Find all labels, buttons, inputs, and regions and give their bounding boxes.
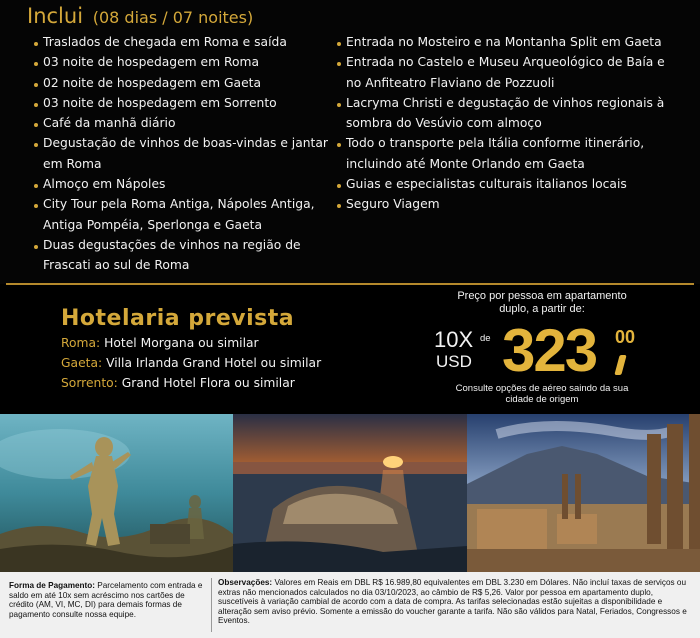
hotel-name: Hotel Morgana ou similar (104, 336, 259, 350)
payment-info (9, 581, 207, 619)
hotelaria-title: Hotelaria prevista (61, 306, 295, 331)
list-item: Seguro Viagem (337, 194, 667, 214)
hotel-item-roma (61, 336, 259, 350)
list-item: Café da manhã diário (34, 113, 330, 133)
hotel-name: Grand Hotel Flora ou similar (121, 376, 295, 390)
hotel-city: Sorrento: (61, 376, 118, 390)
price-header: Preço por pessoa em apartamento duplo, a partir de: (457, 290, 627, 315)
list-item: Duas degustações de vinhos na região de Frascati ao sul de Roma (34, 235, 330, 276)
hotel-city: Roma: (61, 336, 101, 350)
list-item: Entrada no Mosteiro e na Montanha Split em Gaeta (337, 32, 667, 52)
hotel-item-gaeta (61, 356, 321, 370)
price-de: de (480, 333, 491, 344)
underwater-statue-photo (0, 414, 233, 572)
list-item: 02 noite de hospedagem em Gaeta (34, 73, 330, 93)
observations-label: Observações: (218, 578, 273, 587)
list-item: Almoço em Nápoles (34, 174, 330, 194)
pompeii-vesuvius-photo (467, 414, 700, 572)
hotel-city: Gaeta: (61, 356, 103, 370)
list-item: Degustação de vinhos de boas-vindas e jantar em Roma (34, 133, 330, 174)
inclui-title: Inclui (08 dias / 07 noites) (27, 4, 254, 28)
gaeta-sunset-photo (233, 414, 467, 572)
price-block (432, 319, 642, 383)
inclui-section (0, 0, 700, 284)
payment-text: Parcelamento com entrada e saldo em até 10x sem acréscimo nos cartões de crédito (AM, VI, MC, DI) para demais formas de pagamento consulte nossa equipe. (9, 581, 203, 619)
price-cents: 00 (615, 327, 636, 347)
inclui-list-right (337, 32, 667, 215)
footer-divider (211, 578, 212, 632)
list-item: 03 noite de hospedagem em Sorrento (34, 93, 330, 113)
price-comma-mark (614, 355, 626, 375)
list-item: Guias e especialistas culturais italianos locais (337, 174, 667, 194)
price-currency: USD (436, 352, 472, 371)
footer (0, 572, 700, 638)
price-installments: 10X (434, 327, 474, 352)
inclui-subtitle: (08 dias / 07 noites) (92, 8, 254, 27)
observations-text: Valores em Reais em DBL R$ 16.989,80 equivalentes em DBL 3.230 em Dólares. Não incluí taxas de serviços ou extras não mencionados calculados no dia 03/10/2023, ao câmbio de R$ 5,26. Valor por pessoa em apartamento duplo, suscetíveis à variação cambial de acordo com a data de compra. As tarifas selecionadas estão sujeitas a disponibilidade e alteração sem aviso prévio. Somente a emissão do voucher garante a tarifa. Não são válidos para Natal, Feriados, Congressos e Eventos. (218, 578, 687, 626)
price-amount: 323 (502, 317, 597, 384)
observations (218, 578, 694, 626)
price-footer: Consulte opções de aéreo saindo da sua cidade de origem (455, 383, 629, 405)
list-item: 03 noite de hospedagem em Roma (34, 52, 330, 72)
list-item: Traslados de chegada em Roma e saída (34, 32, 330, 52)
list-item: Lacryma Christi e degustação de vinhos regionais à sombra do Vesúvio com almoço (337, 93, 667, 134)
hotel-name: Villa Irlanda Grand Hotel ou similar (106, 356, 322, 370)
hotel-item-sorrento (61, 376, 295, 390)
list-item: Entrada no Castelo e Museu Arqueológico de Baía e no Anfiteatro Flaviano de Pozzuoli (337, 52, 667, 93)
inclui-list-left (34, 32, 330, 276)
list-item: City Tour pela Roma Antiga, Nápoles Antiga, Antiga Pompéia, Sperlonga e Gaeta (34, 194, 330, 235)
hotelaria-price-section (0, 285, 700, 414)
list-item: Todo o transporte pela Itália conforme itinerário, incluindo até Monte Orlando em Gaeta (337, 133, 667, 174)
payment-label: Forma de Pagamento: (9, 581, 95, 590)
